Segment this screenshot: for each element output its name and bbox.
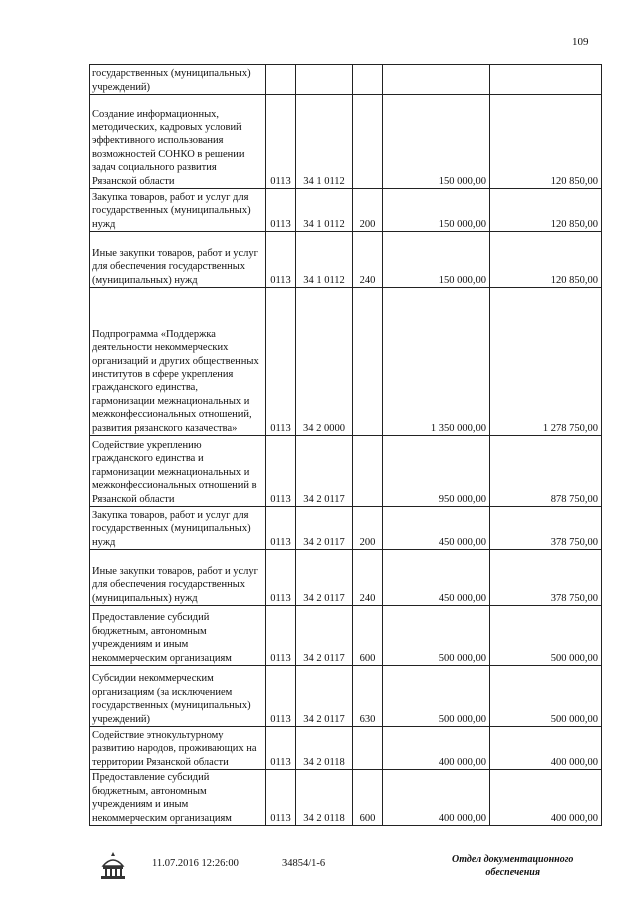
cell-executed-amount: 378 750,00: [490, 550, 602, 606]
duma-emblem-logo: [97, 850, 129, 882]
table-row: [90, 727, 602, 770]
cell-name: Создание информационных, методических, кадровых условий эффективного использования возможностей СОНКО в решении задач социального развития Рязанской области: [90, 95, 266, 189]
cell-section: 0113: [266, 770, 296, 826]
table-row: [90, 606, 602, 666]
cell-target-article: 34 1 0112: [296, 189, 353, 232]
cell-target-article: 34 2 0117: [296, 666, 353, 727]
cell-section: [266, 65, 296, 95]
cell-executed-amount: 378 750,00: [490, 507, 602, 550]
cell-target-article: 34 2 0118: [296, 727, 353, 770]
table-row: [90, 232, 602, 288]
footer-doc-code: 34854/1-6: [282, 858, 326, 869]
cell-name: Предоставление субсидий бюджетным, автономным учреждениям и иным некоммерческим организациям: [90, 770, 266, 826]
cell-section: 0113: [266, 666, 296, 727]
cell-executed-amount: 400 000,00: [490, 770, 602, 826]
cell-name: Подпрограмма «Поддержка деятельности некоммерческих организаций и других общественных институтов в сфере укрепления гражданского единства, гармонизации межнациональных и межконфессиональных отношений, развития рязанского казачества»: [90, 288, 266, 436]
cell-expense-type: [353, 727, 383, 770]
cell-planned-amount: 950 000,00: [383, 436, 490, 507]
cell-name: Закупка товаров, работ и услуг для государственных (муниципальных) нужд: [90, 189, 266, 232]
cell-expense-type: 240: [353, 232, 383, 288]
department-line-2: обеспечения: [485, 867, 540, 878]
cell-planned-amount: 450 000,00: [383, 507, 490, 550]
cell-section: 0113: [266, 436, 296, 507]
cell-expense-type: 630: [353, 666, 383, 727]
cell-section: 0113: [266, 189, 296, 232]
cell-target-article: 34 1 0112: [296, 232, 353, 288]
cell-name: Предоставление субсидий бюджетным, автономным учреждениям и иным некоммерческим организациям: [90, 606, 266, 666]
cell-section: 0113: [266, 727, 296, 770]
budget-table: [89, 64, 602, 826]
cell-planned-amount: 150 000,00: [383, 95, 490, 189]
cell-expense-type: [353, 288, 383, 436]
cell-executed-amount: 120 850,00: [490, 95, 602, 189]
cell-section: 0113: [266, 550, 296, 606]
cell-expense-type: [353, 65, 383, 95]
cell-expense-type: 600: [353, 770, 383, 826]
cell-executed-amount: [490, 65, 602, 95]
table-body: [90, 65, 602, 826]
cell-planned-amount: 500 000,00: [383, 606, 490, 666]
cell-name: Содействие укреплению гражданского единства и гармонизации межнациональных и межконфессиональных отношений в Рязанской области: [90, 436, 266, 507]
cell-section: 0113: [266, 606, 296, 666]
cell-target-article: 34 2 0117: [296, 507, 353, 550]
table-row: [90, 288, 602, 436]
table-row: [90, 65, 602, 95]
cell-expense-type: 240: [353, 550, 383, 606]
cell-target-article: 34 1 0112: [296, 95, 353, 189]
cell-target-article: [296, 65, 353, 95]
cell-section: 0113: [266, 507, 296, 550]
cell-planned-amount: 150 000,00: [383, 232, 490, 288]
table-row: [90, 436, 602, 507]
cell-target-article: 34 2 0118: [296, 770, 353, 826]
footer-department: [452, 853, 573, 879]
table-row: [90, 666, 602, 727]
cell-planned-amount: 1 350 000,00: [383, 288, 490, 436]
cell-planned-amount: 400 000,00: [383, 727, 490, 770]
table-row: [90, 189, 602, 232]
table-row: [90, 507, 602, 550]
cell-executed-amount: 400 000,00: [490, 727, 602, 770]
cell-planned-amount: 500 000,00: [383, 666, 490, 727]
cell-name: Иные закупки товаров, работ и услуг для обеспечения государственных (муниципальных) нужд: [90, 232, 266, 288]
cell-name: Иные закупки товаров, работ и услуг для обеспечения государственных (муниципальных) нужд: [90, 550, 266, 606]
table-row: [90, 550, 602, 606]
cell-section: 0113: [266, 95, 296, 189]
cell-expense-type: 200: [353, 189, 383, 232]
cell-target-article: 34 2 0117: [296, 550, 353, 606]
cell-name: государственных (муниципальных) учреждений): [90, 65, 266, 95]
cell-target-article: 34 2 0000: [296, 288, 353, 436]
cell-expense-type: 600: [353, 606, 383, 666]
cell-name: Закупка товаров, работ и услуг для государственных (муниципальных) нужд: [90, 507, 266, 550]
footer-datetime: 11.07.2016 12:26:00: [152, 858, 239, 869]
cell-planned-amount: 450 000,00: [383, 550, 490, 606]
cell-executed-amount: 878 750,00: [490, 436, 602, 507]
cell-executed-amount: 120 850,00: [490, 232, 602, 288]
cell-section: 0113: [266, 232, 296, 288]
cell-name: Содействие этнокультурному развитию народов, проживающих на территории Рязанской области: [90, 727, 266, 770]
cell-name: Субсидии некоммерческим организациям (за исключением государственных (муниципальных) учреждений): [90, 666, 266, 727]
cell-target-article: 34 2 0117: [296, 436, 353, 507]
cell-planned-amount: 400 000,00: [383, 770, 490, 826]
cell-executed-amount: 120 850,00: [490, 189, 602, 232]
cell-executed-amount: 500 000,00: [490, 666, 602, 727]
table-row: [90, 95, 602, 189]
cell-section: 0113: [266, 288, 296, 436]
cell-target-article: 34 2 0117: [296, 606, 353, 666]
cell-executed-amount: 1 278 750,00: [490, 288, 602, 436]
cell-planned-amount: 150 000,00: [383, 189, 490, 232]
cell-executed-amount: 500 000,00: [490, 606, 602, 666]
table-row: [90, 770, 602, 826]
department-line-1: Отдел документационного: [452, 854, 574, 865]
cell-planned-amount: [383, 65, 490, 95]
page-number: 109: [572, 36, 589, 48]
cell-expense-type: [353, 436, 383, 507]
cell-expense-type: 200: [353, 507, 383, 550]
cell-expense-type: [353, 95, 383, 189]
